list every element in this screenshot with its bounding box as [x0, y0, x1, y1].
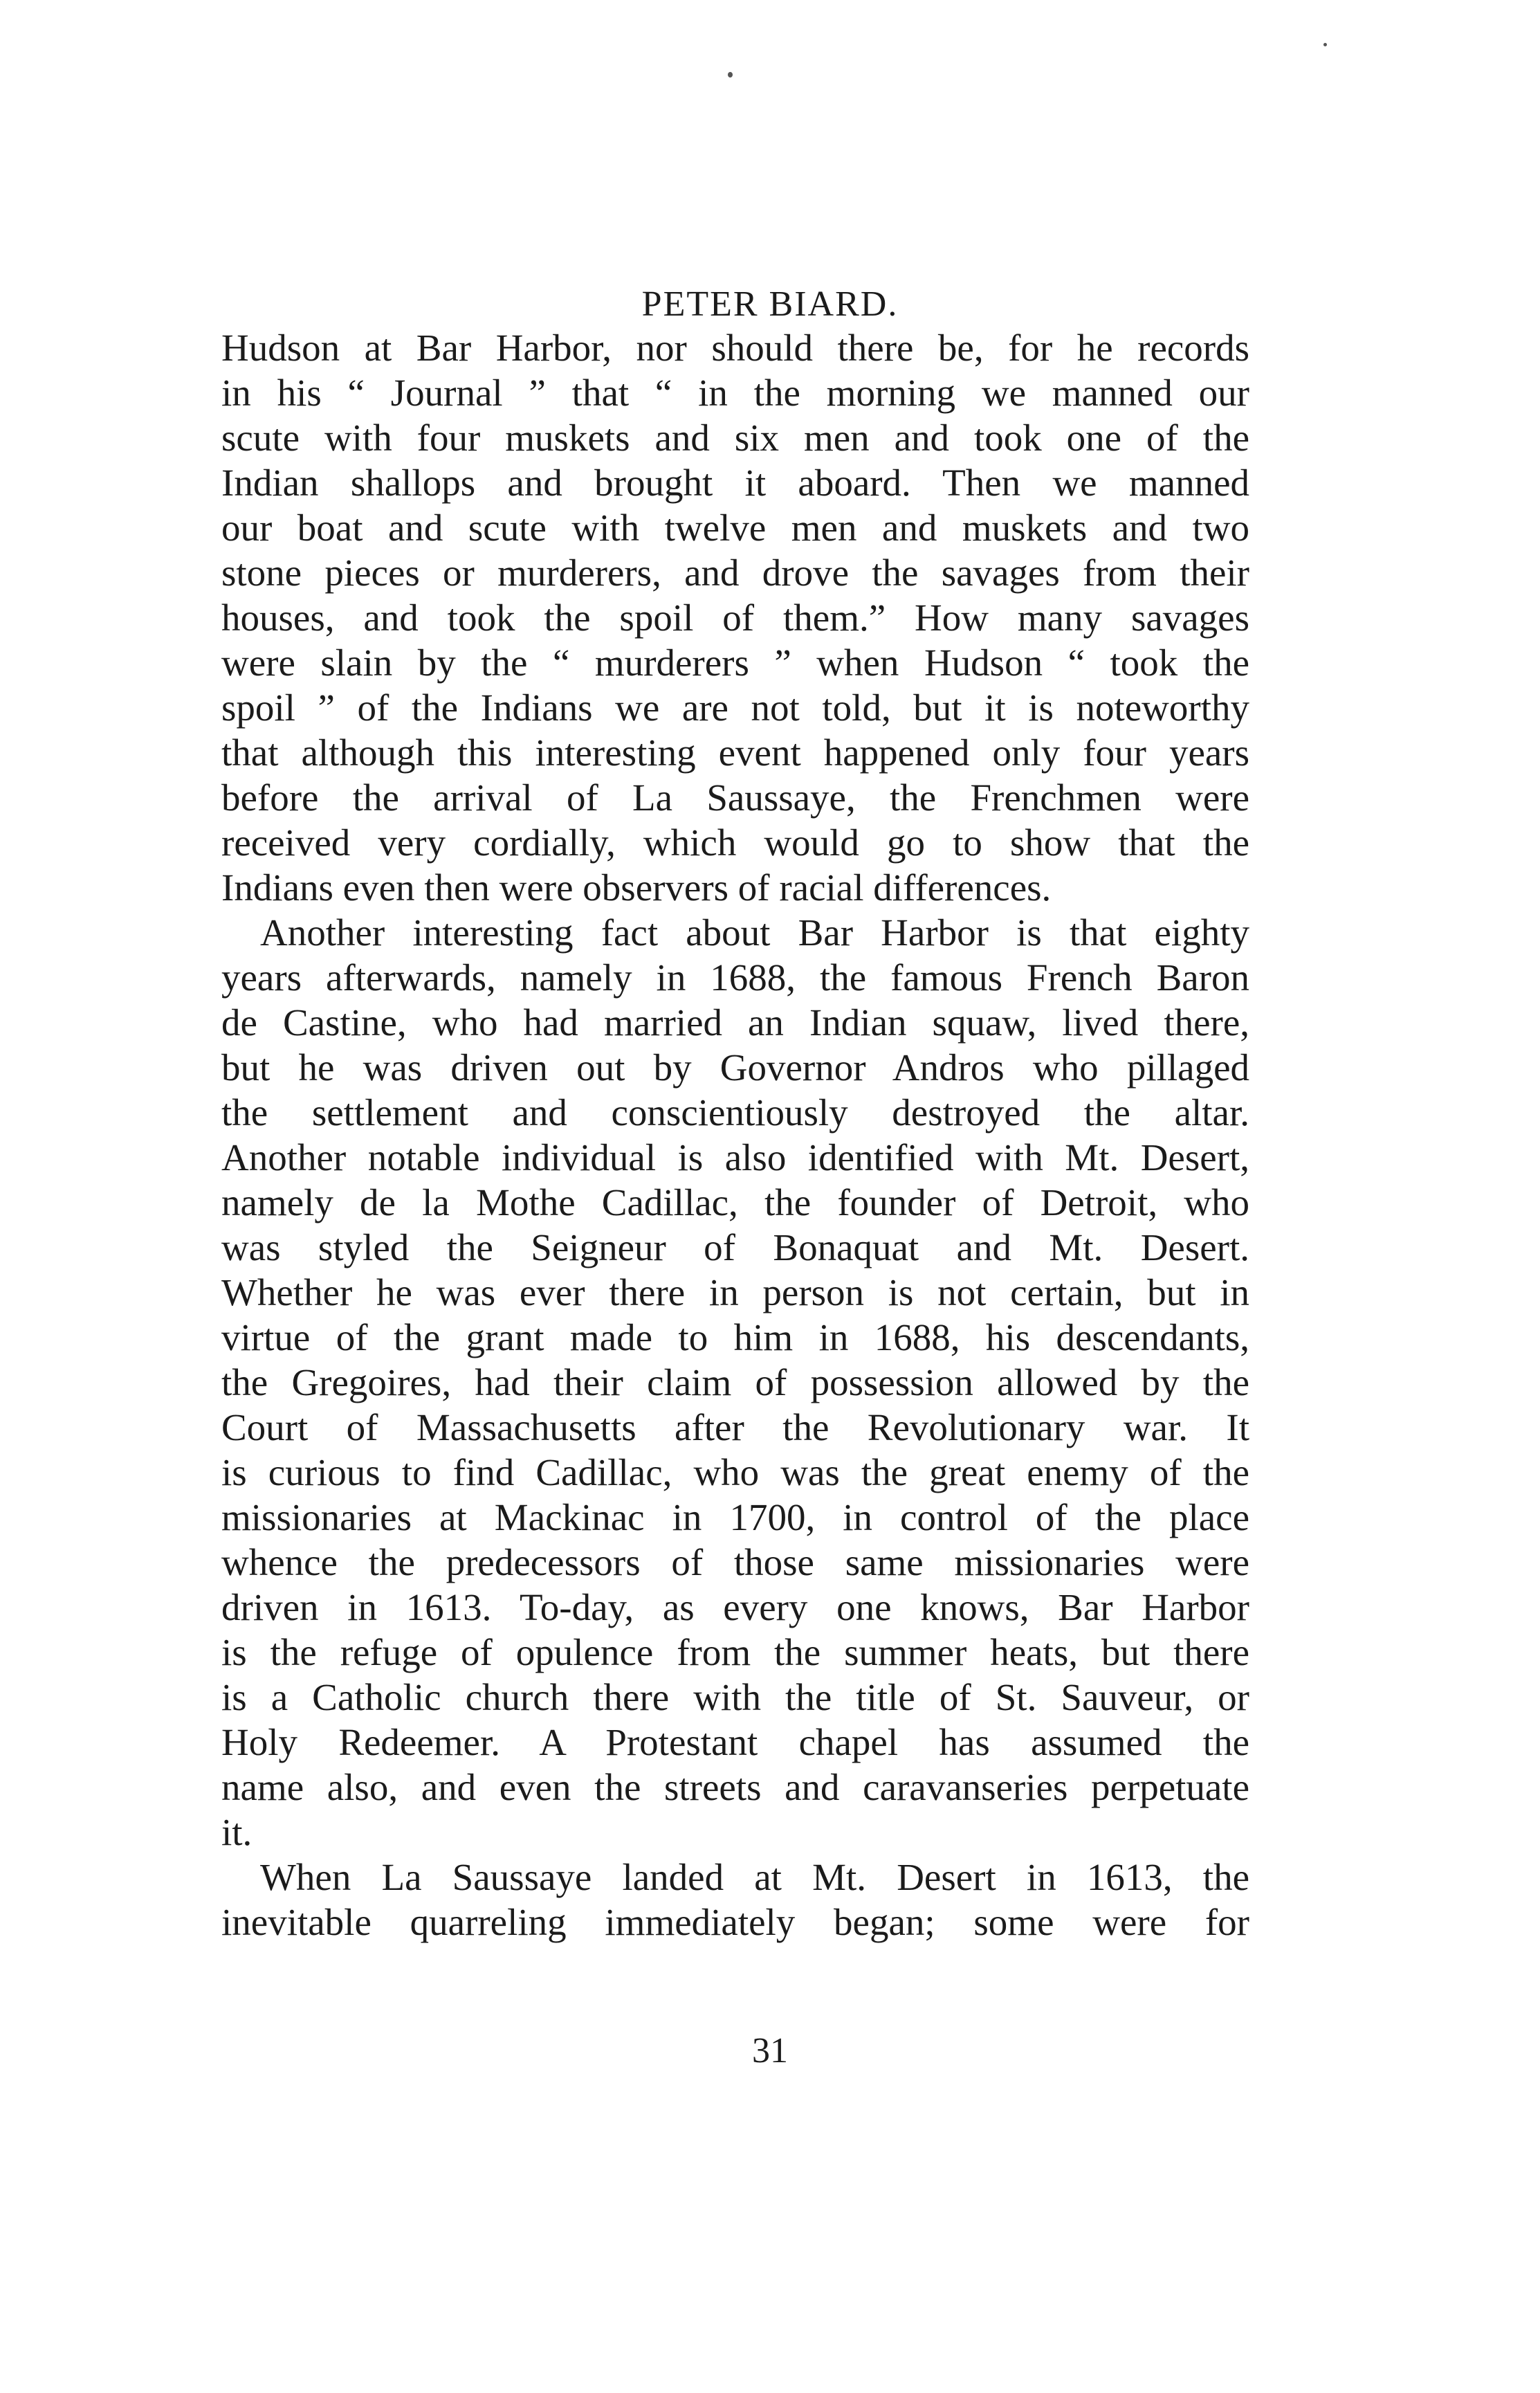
text-line: it. [221, 1811, 253, 1853]
text-line: driven in 1613. To-day, as every one knows, Bar Harbor [221, 1586, 1249, 1628]
text-line: Court of Massachusetts after the Revolutionary war. It [221, 1406, 1249, 1448]
text-line: name also, and even the streets and caravanseries perpetuate [221, 1766, 1249, 1808]
text-line: scute with four muskets and six men and took one of the [221, 417, 1249, 459]
text-line: Whether he was ever there in person is not certain, but in [221, 1271, 1249, 1313]
text-line: the settlement and conscientiously destroyed the altar. [221, 1091, 1249, 1134]
body-text [221, 325, 1249, 1945]
ink-speck [728, 72, 733, 78]
page-number: 31 [752, 2031, 788, 2071]
text-line: missionaries at Mackinac in 1700, in control of the place [221, 1496, 1249, 1538]
text-line: Holy Redeemer. A Protestant chapel has assumed the [221, 1721, 1249, 1763]
text-line: Indians even then were observers of racial differences. [221, 866, 1052, 909]
text-line: but he was driven out by Governor Andros who pillaged [221, 1046, 1249, 1089]
text-line: Another interesting fact about Bar Harbor is that eighty [260, 911, 1249, 954]
text-line: the Gregoires, had their claim of possession allowed by the [221, 1361, 1249, 1403]
text-line: spoil ” of the Indians we are not told, but it is noteworthy [221, 686, 1249, 729]
text-line: is a Catholic church there with the title of St. Sauveur, or [221, 1676, 1249, 1718]
text-line: our boat and scute with twelve men and muskets and two [221, 507, 1249, 549]
running-head: PETER BIARD. [641, 284, 899, 324]
text-line: whence the predecessors of those same missionaries were [221, 1541, 1249, 1583]
text-line: namely de la Mothe Cadillac, the founder of Detroit, who [221, 1181, 1249, 1223]
text-line: Indian shallops and brought it aboard. Then we manned [221, 462, 1249, 504]
text-line: years afterwards, namely in 1688, the famous French Baron [221, 956, 1249, 999]
text-line: is the refuge of opulence from the summer heats, but there [221, 1631, 1249, 1673]
text-line: stone pieces or murderers, and drove the savages from their [221, 552, 1249, 594]
text-line: that although this interesting event happened only four years [221, 731, 1249, 774]
text-line: before the arrival of La Saussaye, the Frenchmen were [221, 776, 1249, 819]
text-line: received very cordially, which would go to show that the [221, 821, 1249, 864]
text-line: Hudson at Bar Harbor, nor should there be, for he records [221, 327, 1249, 369]
ink-speck [1323, 43, 1327, 46]
text-line: is curious to find Cadillac, who was the great enemy of the [221, 1451, 1249, 1493]
text-line: was styled the Seigneur of Bonaquat and Mt. Desert. [221, 1226, 1249, 1268]
text-line: de Castine, who had married an Indian squaw, lived there, [221, 1001, 1249, 1044]
text-line: in his “ Journal ” that “ in the morning we manned our [221, 372, 1249, 414]
text-line: were slain by the “ murderers ” when Hudson “ took the [221, 642, 1249, 684]
text-line: houses, and took the spoil of them.” How many savages [221, 597, 1249, 639]
text-line: When La Saussaye landed at Mt. Desert in 1613, the [260, 1856, 1249, 1898]
text-line: inevitable quarreling immediately began; some were for [221, 1901, 1249, 1943]
text-line: virtue of the grant made to him in 1688, his descendants, [221, 1316, 1249, 1358]
text-line: Another notable individual is also identified with Mt. Desert, [221, 1136, 1249, 1179]
